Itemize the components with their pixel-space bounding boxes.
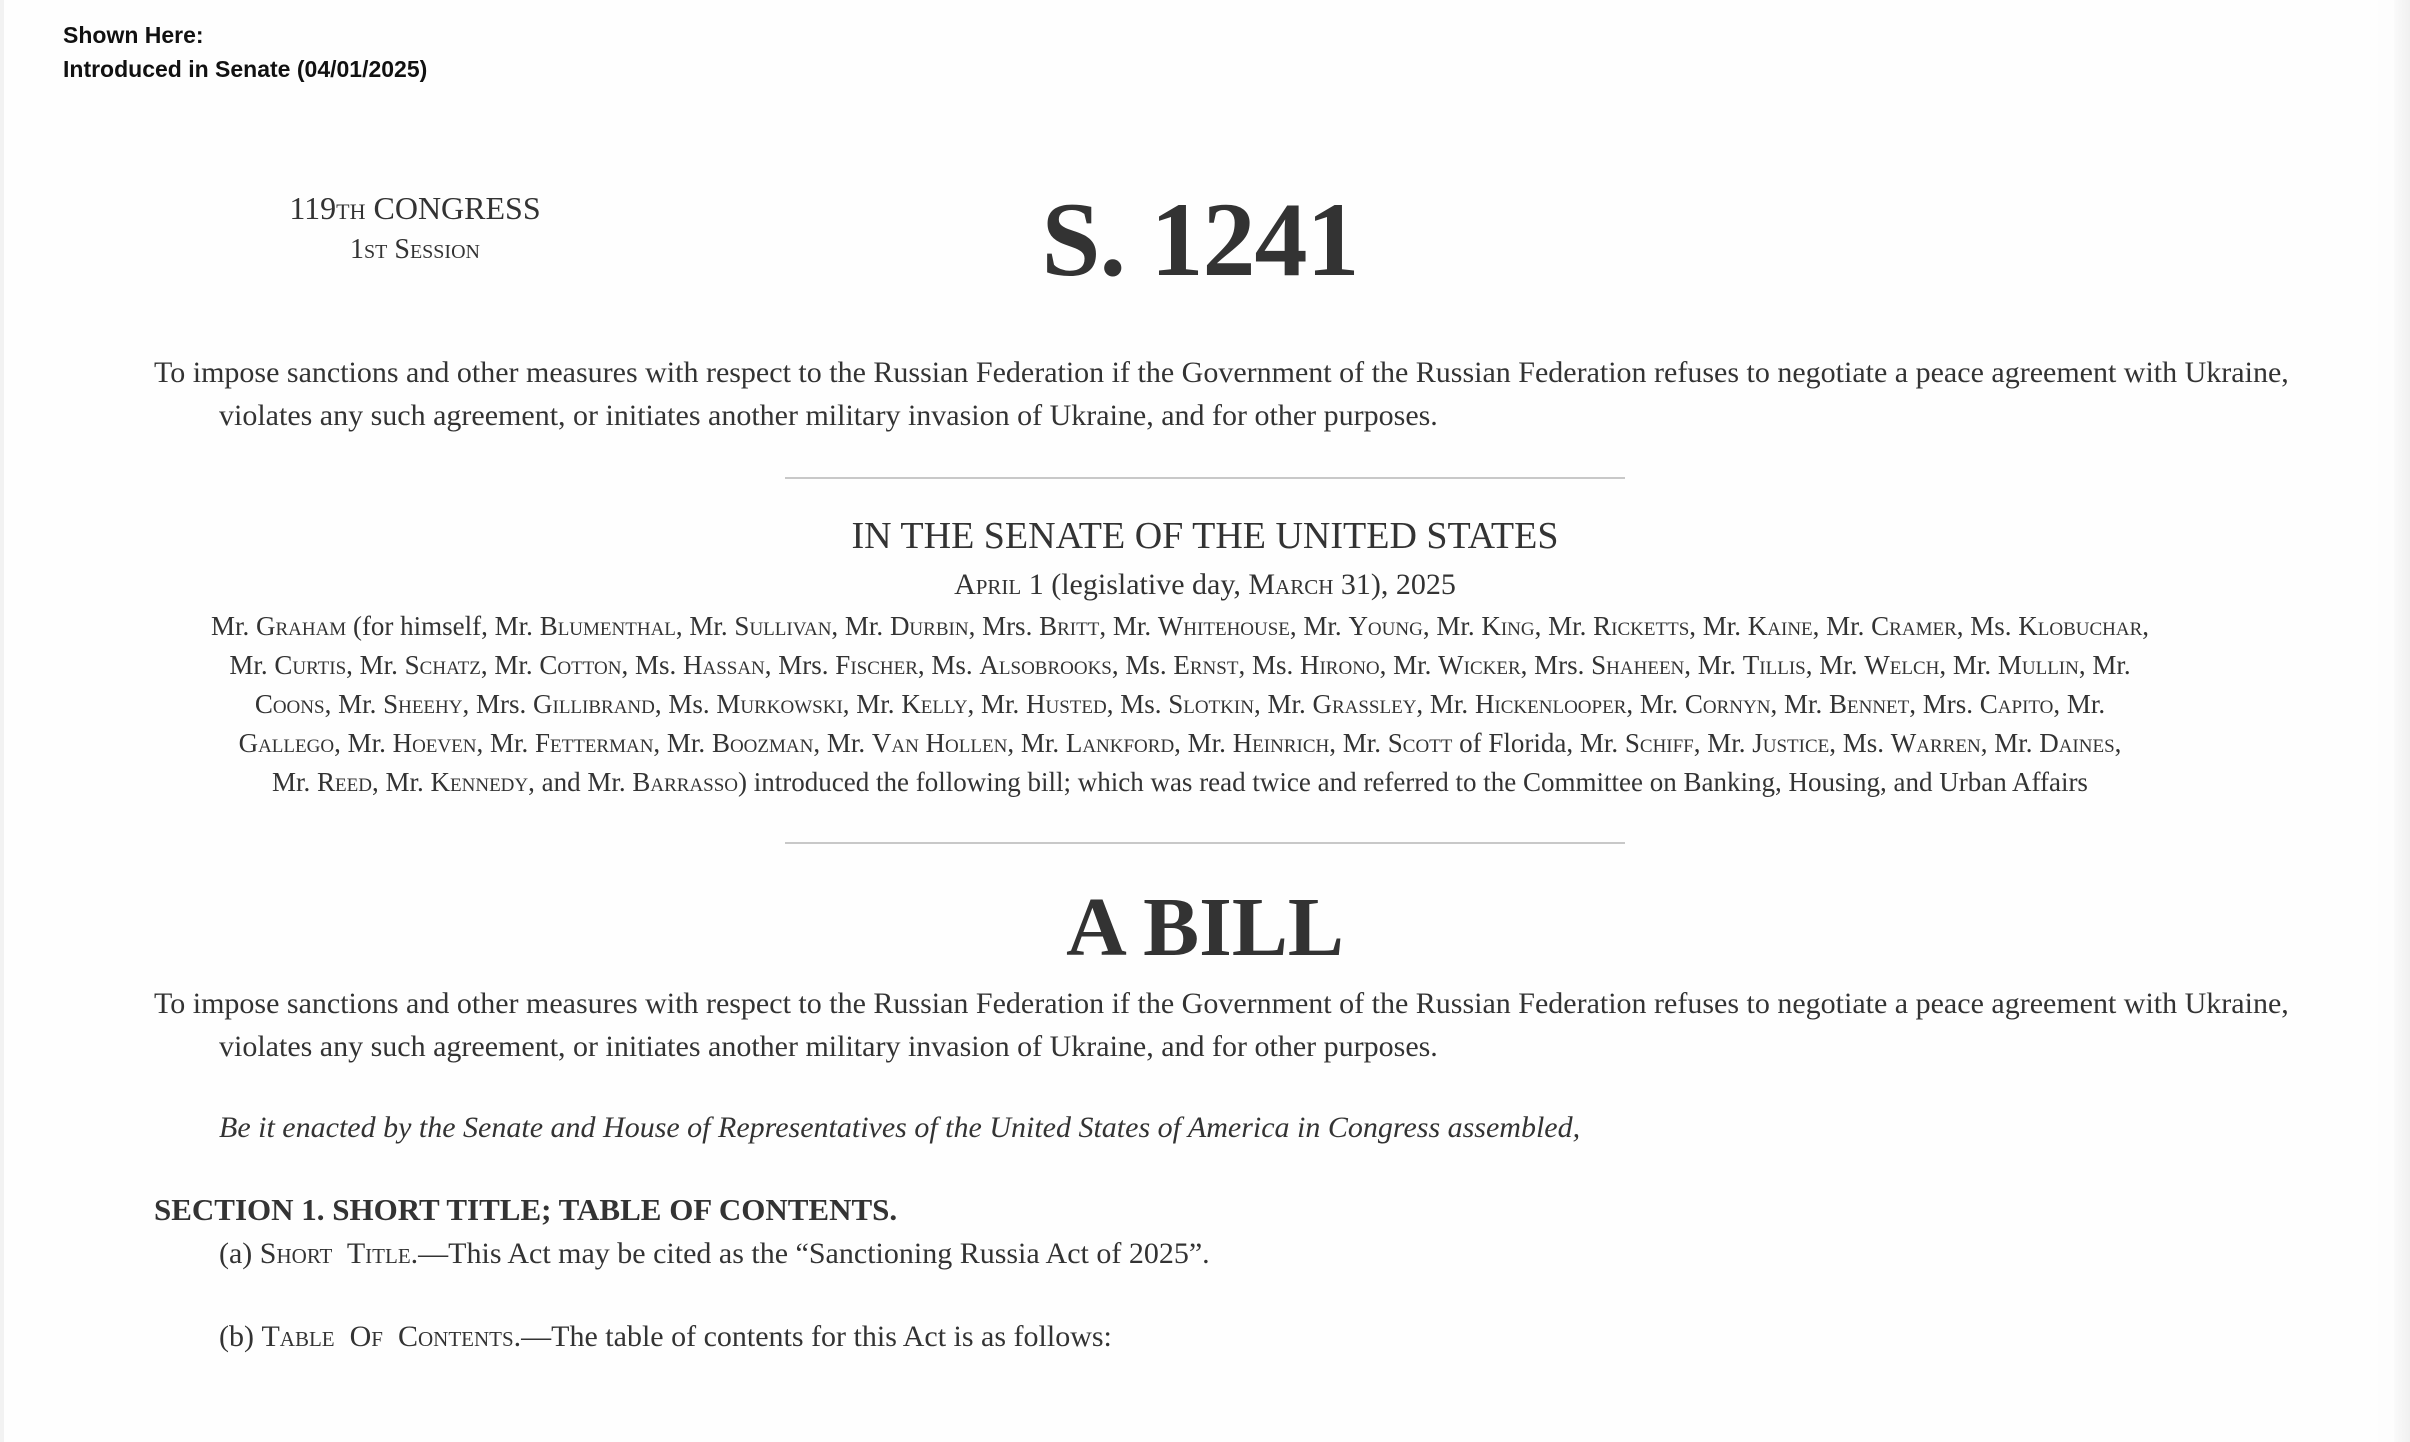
sponsors-text: , (2114, 728, 2122, 758)
senator-name: Boozman (711, 728, 814, 758)
senator-name: Shaheen (1591, 650, 1685, 680)
senator-name: Grassley (1312, 689, 1417, 719)
sponsors-text: , Mr. (1379, 650, 1439, 680)
senator-name: Hassan (682, 650, 765, 680)
sponsors-text: , Ms. (1111, 650, 1174, 680)
senator-name: Cornyn (1684, 689, 1771, 719)
sponsors-text: , Mr. (1099, 611, 1158, 641)
sponsors-text: Mr. (210, 611, 256, 641)
sponsors-text: , Mr. (476, 728, 535, 758)
version-banner (63, 18, 427, 86)
session-suffix: st (364, 234, 388, 265)
sponsors-text: , Mrs. (462, 689, 533, 719)
subsection-header: Table Of Contents. (261, 1320, 522, 1353)
version-status: Introduced in Senate (04/01/2025) (63, 56, 428, 82)
sponsors-text: of Florida, Mr. (1452, 728, 1625, 758)
senator-name: Gallego (238, 728, 335, 758)
senator-name: King (1481, 611, 1535, 641)
senator-name: Kelly (901, 689, 968, 719)
congress-line (200, 186, 630, 230)
senator-name: Sullivan (734, 611, 832, 641)
subsection-dash: — (418, 1237, 449, 1270)
subsection-short-title (219, 1234, 1210, 1274)
purpose-statement-top: To impose sanctions and other measures with respect to the Russian Federation if the Government of the Russian Federation refuses to negotiate a peace agreement with Ukraine, violates any such agreement, or initiates another military invasion of Ukraine, and for other purposes. (154, 356, 2289, 432)
sponsors-text: , Ms. (1956, 611, 2019, 641)
action-day: 1 (legislative day, (1021, 568, 1249, 601)
congress-session-block (200, 186, 630, 270)
senator-name: Alsobrooks (979, 650, 1112, 680)
congress-number-suffix: th (336, 190, 366, 226)
sponsors-text: , Mr. (480, 650, 540, 680)
senator-name: Justice (1752, 728, 1830, 758)
senator-name: Barrasso (632, 767, 739, 797)
senator-name: Whitehouse (1157, 611, 1290, 641)
senator-name: Young (1348, 611, 1423, 641)
chamber-heading: IN THE SENATE OF THE UNITED STATES (851, 515, 1559, 557)
sponsors-text: , Mr. (1253, 689, 1313, 719)
senator-name: Klobuchar (2018, 611, 2143, 641)
senator-name: Mullin (1997, 650, 2079, 680)
sponsors-text: , Mr. (1805, 650, 1865, 680)
sponsors-text: , Mr. (1693, 728, 1753, 758)
sponsors-text: , Mr. (1289, 611, 1349, 641)
sponsors-text: , Mr. (1684, 650, 1743, 680)
senator-name: Gillibrand (533, 689, 655, 719)
senator-name: Britt (1039, 611, 1100, 641)
senator-name: Durbin (889, 611, 969, 641)
senator-name: Slotkin (1168, 689, 1254, 719)
senator-name: Heinrich (1232, 728, 1330, 758)
sponsors-text: , Mr. (1329, 728, 1388, 758)
sponsors-text: , Mr. (675, 611, 735, 641)
sponsors-text: , Ms. (1238, 650, 1300, 680)
sponsors-text: , and Mr. (528, 767, 633, 797)
congress-word: CONGRESS (365, 190, 541, 226)
senator-name: Tillis (1742, 650, 1806, 680)
sponsors-text: , Mr. (653, 728, 712, 758)
sponsors-text: , Mr. (813, 728, 872, 758)
subsection-text: This Act may be cited as the “Sanctioning Russia Act of 2025”. (448, 1237, 1210, 1270)
sponsors-text: , Mr. (334, 728, 393, 758)
bill-heading: A BILL (1066, 881, 1344, 974)
senator-name: Reed (317, 767, 372, 797)
sponsors-text: , Mrs. (968, 611, 1040, 641)
senator-name: Wicker (1438, 650, 1521, 680)
senator-name: Hirono (1299, 650, 1380, 680)
senator-name: Fetterman (534, 728, 654, 758)
subsection-header: Short Title. (259, 1237, 419, 1270)
sponsors-text: , Ms. (654, 689, 717, 719)
senator-name: Schatz (404, 650, 481, 680)
senator-name: Ernst (1173, 650, 1239, 680)
session-word: Session (387, 234, 480, 265)
sponsors-text: , Mr. (1422, 611, 1482, 641)
sponsors-text: , Mr. (967, 689, 1026, 719)
senator-name: Scott (1387, 728, 1453, 758)
sponsors-text: , Mr. (1174, 728, 1233, 758)
bill-number: S. 1241 (1041, 181, 1359, 298)
sponsors-text: , Mr. (1689, 611, 1748, 641)
subsection-text: The table of contents for this Act is as follows: (551, 1320, 1112, 1353)
enacting-clause: Be it enacted by the Senate and House of Representatives of the United States of America in Congress assembled, (219, 1111, 1581, 1144)
sponsors-text: , Ms. (1829, 728, 1891, 758)
session-number: 1 (350, 234, 365, 265)
sponsors-text: , Mr. (1416, 689, 1475, 719)
senator-name: Van Hollen (871, 728, 1008, 758)
action-date (0, 565, 2410, 605)
sponsors-text: , Mr. (1007, 728, 1066, 758)
sponsors-text: , Mr. (831, 611, 890, 641)
sponsors-line (110, 646, 2250, 685)
version-label: Shown Here: (63, 22, 204, 48)
sponsors-text: , Mr. (324, 689, 384, 719)
senator-name: Kaine (1747, 611, 1813, 641)
senator-name: Sheehy (383, 689, 463, 719)
senator-name: Coons (254, 689, 325, 719)
sponsors-text: , Mr. (842, 689, 902, 719)
section-heading: SECTION 1. SHORT TITLE; TABLE OF CONTENTS. (154, 1192, 898, 1227)
sponsors-text: , Mr. (1626, 689, 1685, 719)
senator-name: Capito (1979, 689, 2054, 719)
action-month: April (954, 568, 1022, 601)
senator-name: Schiff (1624, 728, 1694, 758)
sponsors-paragraph (110, 607, 2250, 802)
divider-rule (785, 842, 1625, 844)
senator-name: Warren (1890, 728, 1981, 758)
sponsors-line (110, 607, 2250, 646)
senator-name: Blumenthal (539, 611, 676, 641)
sponsors-text: , Ms. (917, 650, 980, 680)
sponsors-text: , (2142, 611, 2150, 641)
sponsors-text: , Mrs. (1520, 650, 1592, 680)
purpose-statement-body: To impose sanctions and other measures with respect to the Russian Federation if the Government of the Russian Federation refuses to negotiate a peace agreement with Ukraine, violates any such agreement, or initiates another military invasion of Ukraine, and for other purposes. (154, 987, 2289, 1063)
sponsors-line (110, 685, 2250, 724)
senator-name: Curtis (274, 650, 347, 680)
sponsors-text: , Ms. (621, 650, 683, 680)
divider-rule (785, 477, 1625, 479)
sponsors-text: , Mr. (1770, 689, 1829, 719)
senator-name: Welch (1864, 650, 1940, 680)
senator-name: Husted (1025, 689, 1107, 719)
sponsors-text: , Mr. (346, 650, 405, 680)
senator-name: Lankford (1065, 728, 1175, 758)
congress-number: 119 (289, 190, 337, 226)
senator-name: Cotton (539, 650, 622, 680)
sponsors-text: ) introduced the following bill; which was read twice and referred to the Committee on Banking, Housing, and Urban Affairs (738, 767, 2088, 797)
sponsors-text: , Mr. (2078, 650, 2131, 680)
sponsors-text: , Mr. (372, 767, 431, 797)
sponsors-text: , Mrs. (764, 650, 836, 680)
senator-name: Murkowski (716, 689, 843, 719)
scrollbar-track[interactable] (2394, 0, 2410, 1442)
senator-name: Ricketts (1593, 611, 1690, 641)
senator-name: Hickenlooper (1474, 689, 1627, 719)
subsection-enum: (a) (219, 1237, 260, 1270)
senator-name: Hoeven (392, 728, 477, 758)
sponsors-text: , Mrs. (1909, 689, 1980, 719)
sponsors-text: Mr. (272, 767, 318, 797)
senator-name: Fischer (835, 650, 918, 680)
sponsors-text: (for himself, Mr. (346, 611, 540, 641)
senator-name: Graham (255, 611, 347, 641)
legislative-month: March (1248, 568, 1334, 601)
senator-name: Daines (2039, 728, 2115, 758)
sponsors-text: Mr. (229, 650, 275, 680)
session-line (200, 230, 630, 270)
sponsors-line (110, 763, 2250, 802)
senator-name: Cramer (1871, 611, 1957, 641)
senator-name: Bennet (1829, 689, 1910, 719)
subsection-dash: — (521, 1320, 552, 1353)
sponsors-text: , Mr. (1980, 728, 2040, 758)
sponsors-text: , Ms. (1106, 689, 1169, 719)
legislative-day-year: 31), 2025 (1333, 568, 1456, 601)
subsection-enum: (b) (219, 1320, 262, 1353)
sponsors-line (110, 724, 2250, 763)
sponsors-text: , Mr. (1939, 650, 1998, 680)
senator-name: Kennedy (430, 767, 529, 797)
sponsors-text: , Mr. (1812, 611, 1872, 641)
sponsors-text: , Mr. (1534, 611, 1594, 641)
subsection-table-of-contents (219, 1317, 1112, 1357)
sponsors-text: , Mr. (2053, 689, 2106, 719)
